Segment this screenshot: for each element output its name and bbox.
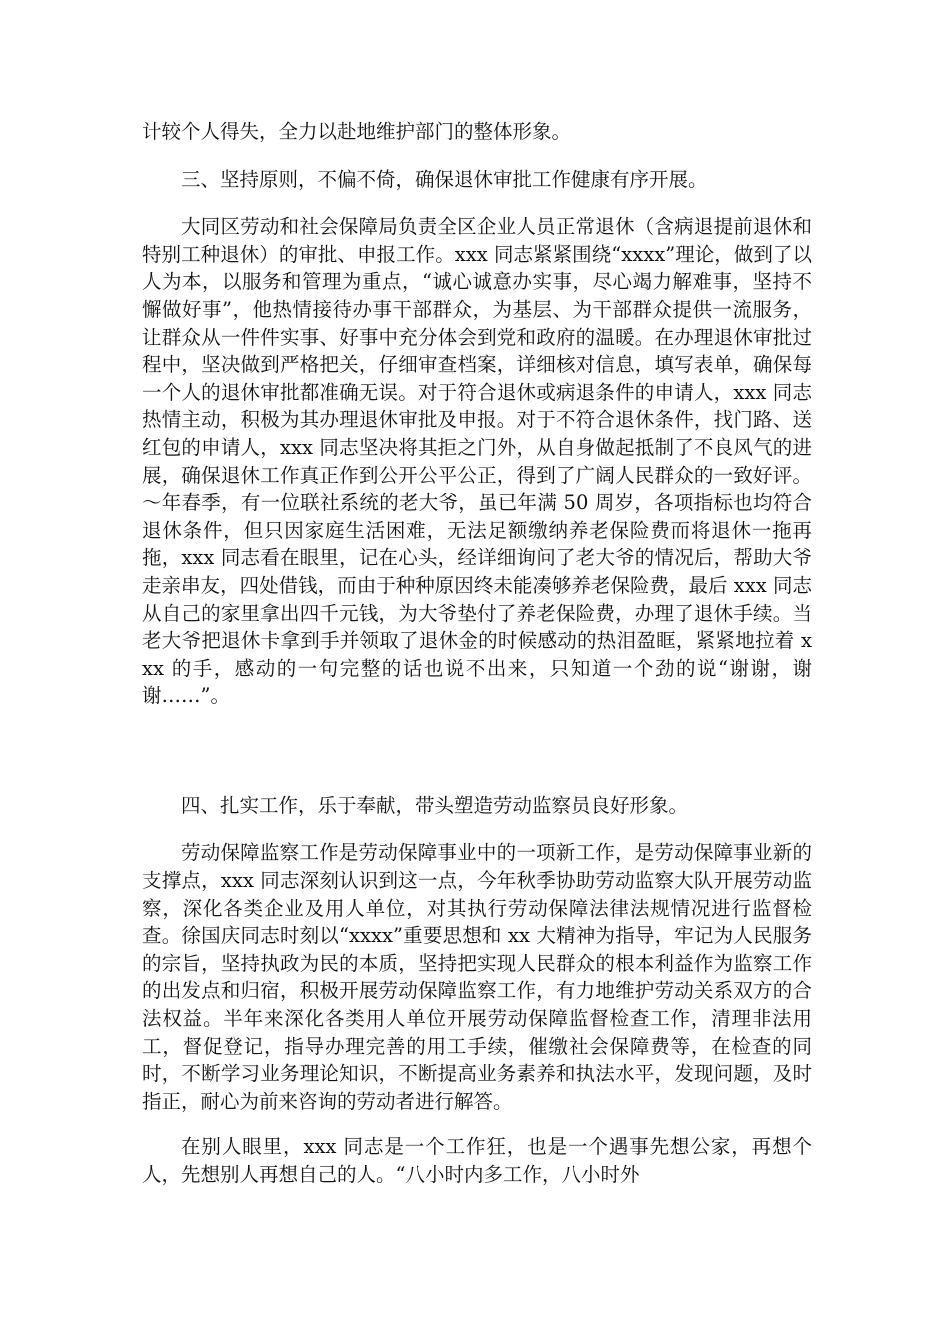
paragraph-gap xyxy=(142,819,812,839)
paragraph-gap xyxy=(142,146,812,166)
paragraph-labor-inspection: 劳动保障监察工作是劳动保障事业中的一项新工作，是劳动保障事业新的支撑点，xxx 同志深刻认识到这一点，今年秋季协助劳动监察大队开展劳动监察，深化各类企业及用人单位，对其执行劳动保障法律法规情况进行监督检查。徐国庆同志时刻以“xxxx”重要思想和 xx 大精神为指导，牢记为人民服务的宗旨，坚持执政为民的本质，坚持把实现人民群众的根本利益作为监察工作的出发点和归宿，积极开展劳动保障监察工作，有力地维护劳动关系双方的合法权益。半年来深化各类用人单位开展劳动保障监督检查工作，清理非法用工，督促登记，指导办理完善的用工手续，催缴社会保障费等，在检查的同时，不断学习业务理论知识，不断提高业务素养和执法水平，发现问题，及时指正，耐心为前来咨询的劳动者进行解答。 xyxy=(142,841,812,1113)
section-heading-4: 四、扎实工作，乐于奉献，带头塑造劳动监察员良好形象。 xyxy=(181,793,689,817)
paragraph-retirement-approval: 大同区劳动和社会保障局负责全区企业人员正常退休（含病退提前退休和特别工种退休）的审批、申报工作。xxx 同志紧紧围绕“xxxx”理论，做到了以人为本，以服务和管理为重点，“诚心诚意办实事，尽心竭力解难事，坚持不懈做好事”，他热情接待办事干部群众，为基层、为干部群众提供一流服务，让群众从一件件实事、好事中充分体会到党和政府的温暖。在办理退休审批过程中，坚决做到严格把关，仔细审查档案，详细核对信息，填写表单，确保每一个人的退休审批都准确无误。对于符合退休或病退条件的申请人，xxx 同志热情主动，积极为其办理退休审批及申报。对于不符合退休条件，找门路、送红包的申请人，xxx 同志坚决将其拒之门外，从自身做起抵制了不良风气的进展，确保退休工作真正作到公开公平公正，得到了广阔人民群众的一致好评。～年春季，有一位联社系统的老大爷，虽已年满 50 周岁，各项指标也均符合退休条件，但只因家庭生活困难，无法足额缴纳养老保险费而将退休一拖再拖，xxx 同志看在眼里，记在心头，经详细询问了老大爷的情况后，帮助大爷走亲串友，四处借钱，而由于种种原因终未能凑够养老保险费，最后 xxx 同志从自己的家里拿出四千元钱，为大爷垫付了养老保险费，办理了退休手续。当老大爷把退休卡拿到手并领取了退休金的时候感动的热泪盈眶，紧紧地拉着 xxx 的手，感动的一句完整的话也说不出来，只知道一个劲的说“谢谢，谢谢……”。 xyxy=(142,215,812,708)
paragraph-continuation: 计较个人得失，全力以赴地维护部门的整体形象。 xyxy=(142,120,572,143)
document-page xyxy=(142,118,812,1189)
paragraph-workaholic: 在别人眼里，xxx 同志是一个工作狂，也是一个遇事先想公家，再想个人，先想别人再想自己的人。“八小时内多工作，八小时外 xyxy=(142,1135,812,1186)
section-heading-3: 三、坚持原则，不偏不倚，确保退休审批工作健康有序开展。 xyxy=(181,167,708,191)
paragraph-gap xyxy=(142,1115,812,1133)
paragraph-gap xyxy=(142,193,812,213)
paragraph-gap xyxy=(142,710,812,792)
